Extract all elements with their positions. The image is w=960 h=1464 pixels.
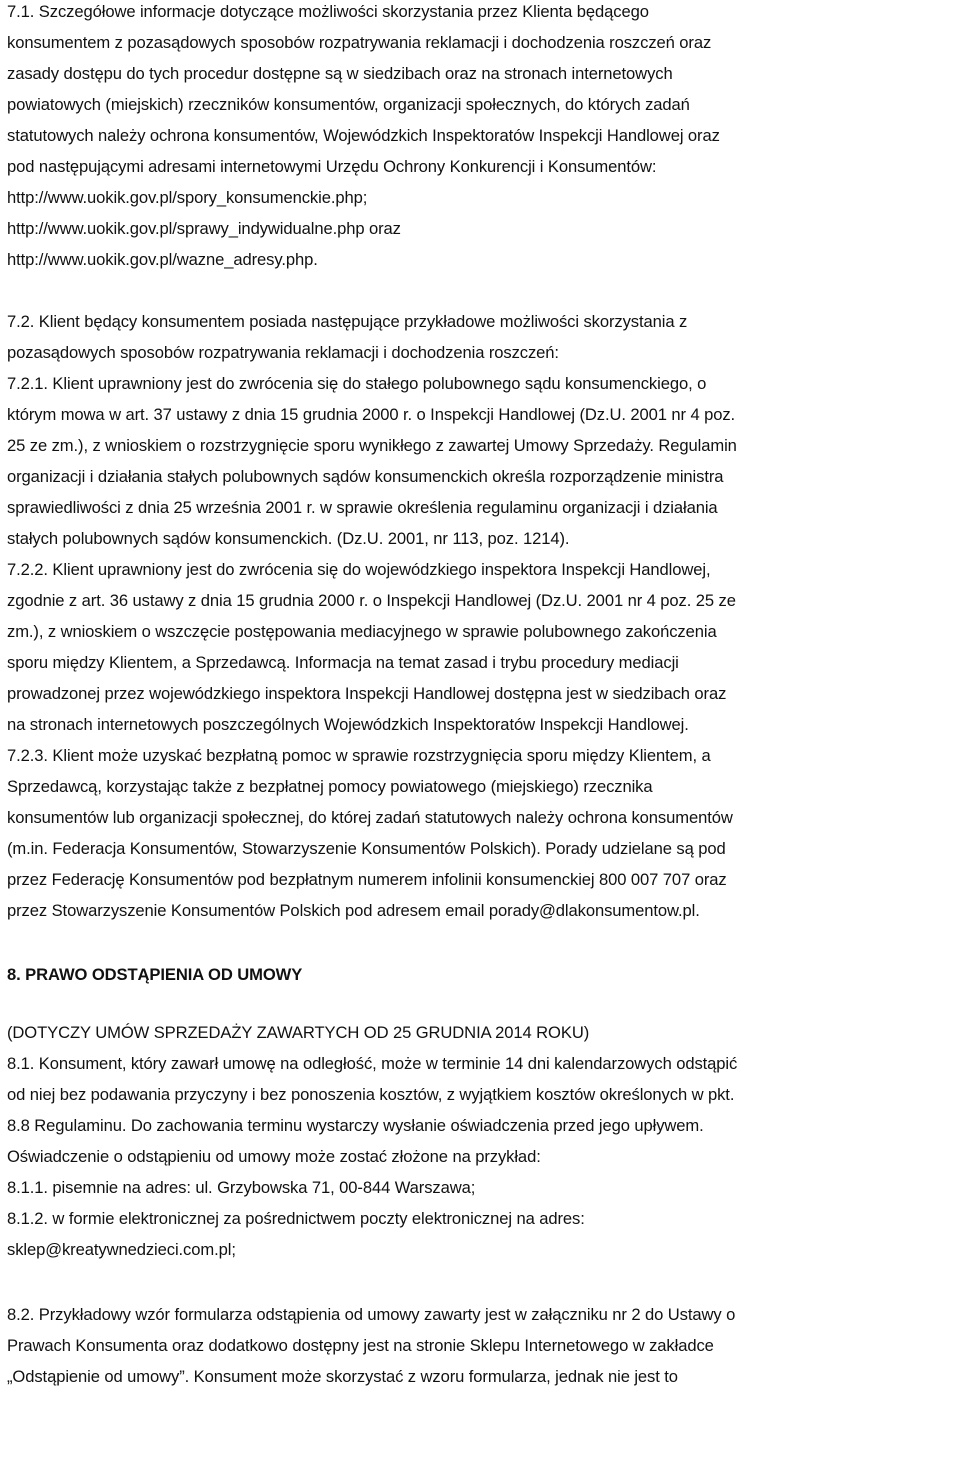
text-line: Oświadczenie o odstąpieniu od umowy może zostać złożone na przykład: <box>7 1147 541 1166</box>
section-7-2 <box>7 306 960 926</box>
section-subheading: (DOTYCZY UMÓW SPRZEDAŻY ZAWARTYCH OD 25 GRUDNIA 2014 ROKU) <box>7 1023 590 1042</box>
text-line: 7.2.1. Klient uprawniony jest do zwrócenia się do stałego polubownego sądu konsumenckiego, o <box>7 374 707 393</box>
text-line: „Odstąpienie od umowy”. Konsument może skorzystać z wzoru formularza, jednak nie jest to <box>7 1367 678 1386</box>
text-line: 8.1. Konsument, który zawarł umowę na odległość, może w terminie 14 dni kalendarzowych odstąpić <box>7 1054 738 1073</box>
text-line: 7.2.2. Klient uprawniony jest do zwrócenia się do wojewódzkiego inspektora Inspekcji Handlowej, <box>7 560 711 579</box>
text-line: zgodnie z art. 36 ustawy z dnia 15 grudnia 2000 r. o Inspekcji Handlowej (Dz.U. 2001 nr 4 poz. 25 ze <box>7 591 736 610</box>
text-line: konsumentów lub organizacji społecznej, do której zadań statutowych należy ochrona konsumentów <box>7 808 733 827</box>
text-line: 8.8 Regulaminu. Do zachowania terminu wystarczy wysłanie oświadczenia przed jego upływem. <box>7 1116 704 1135</box>
section-7-1 <box>7 0 960 275</box>
text-line: (m.in. Federacja Konsumentów, Stowarzyszenie Konsumentów Polskich). Porady udzielane są pod <box>7 839 726 858</box>
text-line: 8.1.2. w formie elektronicznej za pośrednictwem poczty elektronicznej na adres: <box>7 1209 585 1228</box>
text-line: Sprzedawcą, korzystając także z bezpłatnej pomocy powiatowego (miejskiego) rzecznika <box>7 777 653 796</box>
text-line: przez Stowarzyszenie Konsumentów Polskich pod adresem email porady@dlakonsumentow.pl. <box>7 901 700 920</box>
url-adresy: http://www.uokik.gov.pl/wazne_adresy.php. <box>7 250 318 269</box>
text-line: zasady dostępu do tych procedur dostępne są w siedzibach oraz na stronach internetowych <box>7 64 673 83</box>
text-line: 7.1. Szczegółowe informacje dotyczące możliwości skorzystania przez Klienta będącego <box>7 2 649 21</box>
document-page <box>7 0 960 1392</box>
text-line: 7.2. Klient będący konsumentem posiada następujące przykładowe możliwości skorzystania z <box>7 312 688 331</box>
text-line: sporu między Klientem, a Sprzedawcą. Informacja na temat zasad i trybu procedury mediacji <box>7 653 679 672</box>
text-line: którym mowa w art. 37 ustawy z dnia 15 grudnia 2000 r. o Inspekcji Handlowej (Dz.U. 2001 nr 4 poz. <box>7 405 736 424</box>
email-address: sklep@kreatywnedzieci.com.pl; <box>7 1240 236 1259</box>
url-sprawy: http://www.uokik.gov.pl/sprawy_indywidualne.php oraz <box>7 219 401 238</box>
text-line: od niej bez podawania przyczyny i bez ponoszenia kosztów, z wyjątkiem kosztów określonych w pkt. <box>7 1085 735 1104</box>
text-line: na stronach internetowych poszczególnych Wojewódzkich Inspektoratów Inspekcji Handlowej. <box>7 715 689 734</box>
url-spory: http://www.uokik.gov.pl/spory_konsumenckie.php; <box>7 188 368 207</box>
text-line: 8.2. Przykładowy wzór formularza odstąpienia od umowy zawarty jest w załączniku nr 2 do Ustawy o <box>7 1305 736 1324</box>
spacer <box>7 275 960 306</box>
text-line: prowadzonej przez wojewódzkiego inspektora Inspekcji Handlowej dostępna jest w siedzibach oraz <box>7 684 727 703</box>
text-line: pod następującymi adresami internetowymi Urzędu Ochrony Konkurencji i Konsumentów: <box>7 157 657 176</box>
text-line: statutowych należy ochrona konsumentów, Wojewódzkich Inspektoratów Inspekcji Handlowej oraz <box>7 126 720 145</box>
section-8 <box>7 959 960 1392</box>
text-line: 25 ze zm.), z wnioskiem o rozstrzygnięcie sporu wynikłego z zawartej Umowy Sprzedaży. Regulamin <box>7 436 737 455</box>
text-line: pozasądowych sposobów rozpatrywania reklamacji i dochodzenia roszczeń: <box>7 343 559 362</box>
spacer <box>7 1265 960 1299</box>
text-line: powiatowych (miejskich) rzeczników konsumentów, organizacji społecznych, do których zadań <box>7 95 690 114</box>
spacer <box>7 990 960 1017</box>
text-line: konsumentem z pozasądowych sposobów rozpatrywania reklamacji i dochodzenia roszczeń oraz <box>7 33 712 52</box>
text-line: przez Federację Konsumentów pod bezpłatnym numerem infolinii konsumenckiej 800 007 707 oraz <box>7 870 727 889</box>
text-line: 7.2.3. Klient może uzyskać bezpłatną pomoc w sprawie rozstrzygnięcia sporu między Klientem, a <box>7 746 711 765</box>
text-line: organizacji i działania stałych polubownych sądów konsumenckich określa rozporządzenie ministra <box>7 467 724 486</box>
text-line: Prawach Konsumenta oraz dodatkowo dostępny jest na stronie Sklepu Internetowego w zakładce <box>7 1336 714 1355</box>
section-heading: 8. PRAWO ODSTĄPIENIA OD UMOWY <box>7 965 303 984</box>
text-line: zm.), z wnioskiem o wszczęcie postępowania mediacyjnego w sprawie polubownego zakończenia <box>7 622 717 641</box>
text-line: stałych polubownych sądów konsumenckich. (Dz.U. 2001, nr 113, poz. 1214). <box>7 529 570 548</box>
text-line: 8.1.1. pisemnie na adres: ul. Grzybowska 71, 00-844 Warszawa; <box>7 1178 476 1197</box>
spacer <box>7 926 960 959</box>
text-line: sprawiedliwości z dnia 25 września 2001 r. w sprawie określenia regulaminu organizacji i działania <box>7 498 718 517</box>
